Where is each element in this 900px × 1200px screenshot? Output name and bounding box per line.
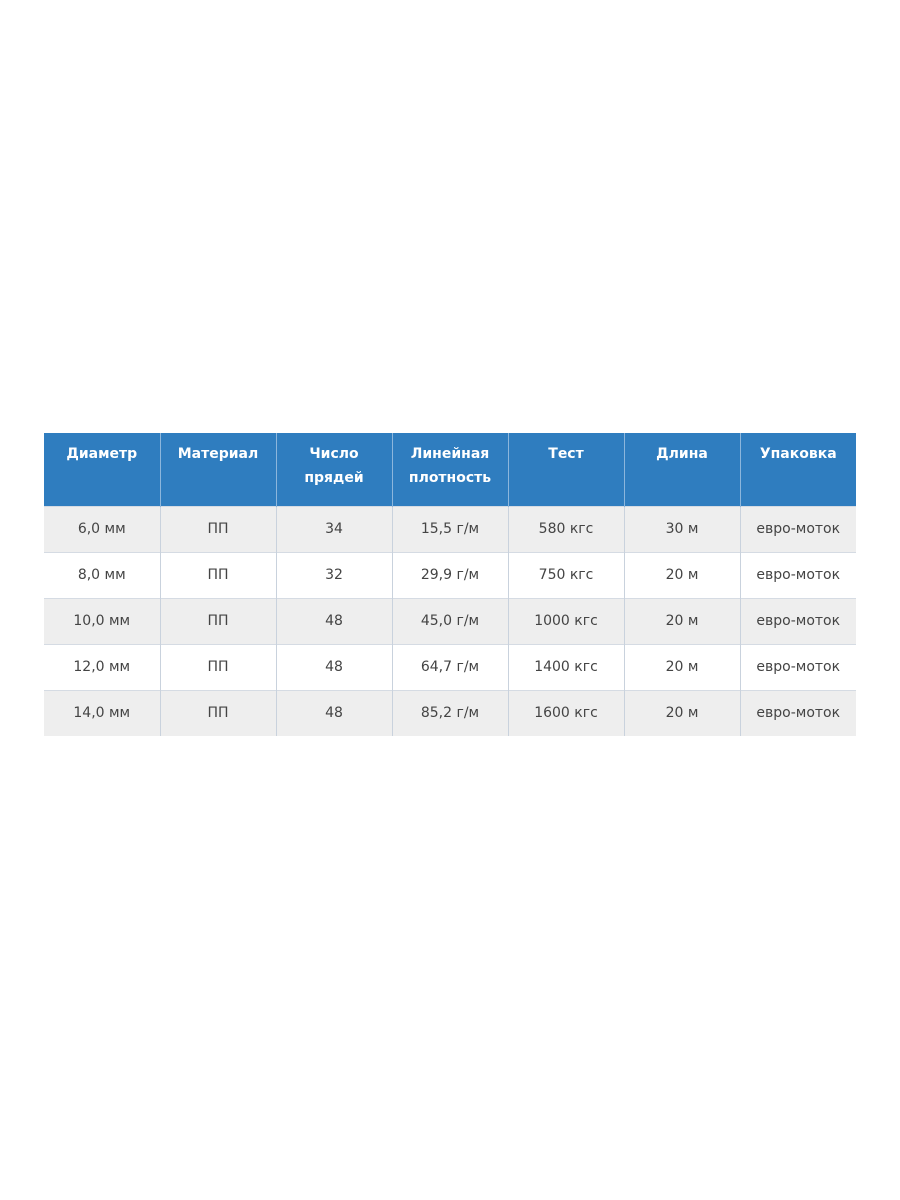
cell-test: 1000 кгс — [508, 598, 624, 644]
cell-linear-density: 64,7 г/м — [392, 644, 508, 690]
cell-material: ПП — [160, 598, 276, 644]
header-strands: Число прядей — [276, 433, 392, 506]
cell-length: 30 м — [624, 506, 740, 552]
cell-strands: 34 — [276, 506, 392, 552]
table-row — [44, 690, 856, 736]
cell-diameter: 12,0 мм — [44, 644, 160, 690]
table-row — [44, 506, 856, 552]
table-header — [44, 433, 856, 506]
cell-length: 20 м — [624, 690, 740, 736]
header-row — [44, 433, 856, 506]
cell-length: 20 м — [624, 598, 740, 644]
cell-linear-density: 15,5 г/м — [392, 506, 508, 552]
cell-linear-density: 29,9 г/м — [392, 552, 508, 598]
table-row — [44, 598, 856, 644]
header-diameter: Диаметр — [44, 433, 160, 506]
header-material: Материал — [160, 433, 276, 506]
header-length: Длина — [624, 433, 740, 506]
cell-strands: 32 — [276, 552, 392, 598]
cell-material: ПП — [160, 644, 276, 690]
cell-test: 750 кгс — [508, 552, 624, 598]
cell-material: ПП — [160, 552, 276, 598]
table-row — [44, 552, 856, 598]
cell-diameter: 10,0 мм — [44, 598, 160, 644]
cell-linear-density: 45,0 г/м — [392, 598, 508, 644]
specifications-table — [44, 433, 856, 736]
cell-length: 20 м — [624, 644, 740, 690]
cell-length: 20 м — [624, 552, 740, 598]
header-packaging: Упаковка — [740, 433, 856, 506]
cell-strands: 48 — [276, 690, 392, 736]
cell-test: 580 кгс — [508, 506, 624, 552]
cell-strands: 48 — [276, 644, 392, 690]
cell-packaging: евро-моток — [740, 644, 856, 690]
cell-material: ПП — [160, 506, 276, 552]
cell-packaging: евро-моток — [740, 506, 856, 552]
cell-diameter: 14,0 мм — [44, 690, 160, 736]
table-body — [44, 506, 856, 736]
cell-packaging: евро-моток — [740, 598, 856, 644]
cell-diameter: 6,0 мм — [44, 506, 160, 552]
cell-packaging: евро-моток — [740, 552, 856, 598]
cell-test: 1400 кгс — [508, 644, 624, 690]
cell-strands: 48 — [276, 598, 392, 644]
cell-packaging: евро-моток — [740, 690, 856, 736]
table-row — [44, 644, 856, 690]
header-linear-density: Линейная плотность — [392, 433, 508, 506]
header-test: Тест — [508, 433, 624, 506]
cell-material: ПП — [160, 690, 276, 736]
cell-diameter: 8,0 мм — [44, 552, 160, 598]
cell-test: 1600 кгс — [508, 690, 624, 736]
cell-linear-density: 85,2 г/м — [392, 690, 508, 736]
